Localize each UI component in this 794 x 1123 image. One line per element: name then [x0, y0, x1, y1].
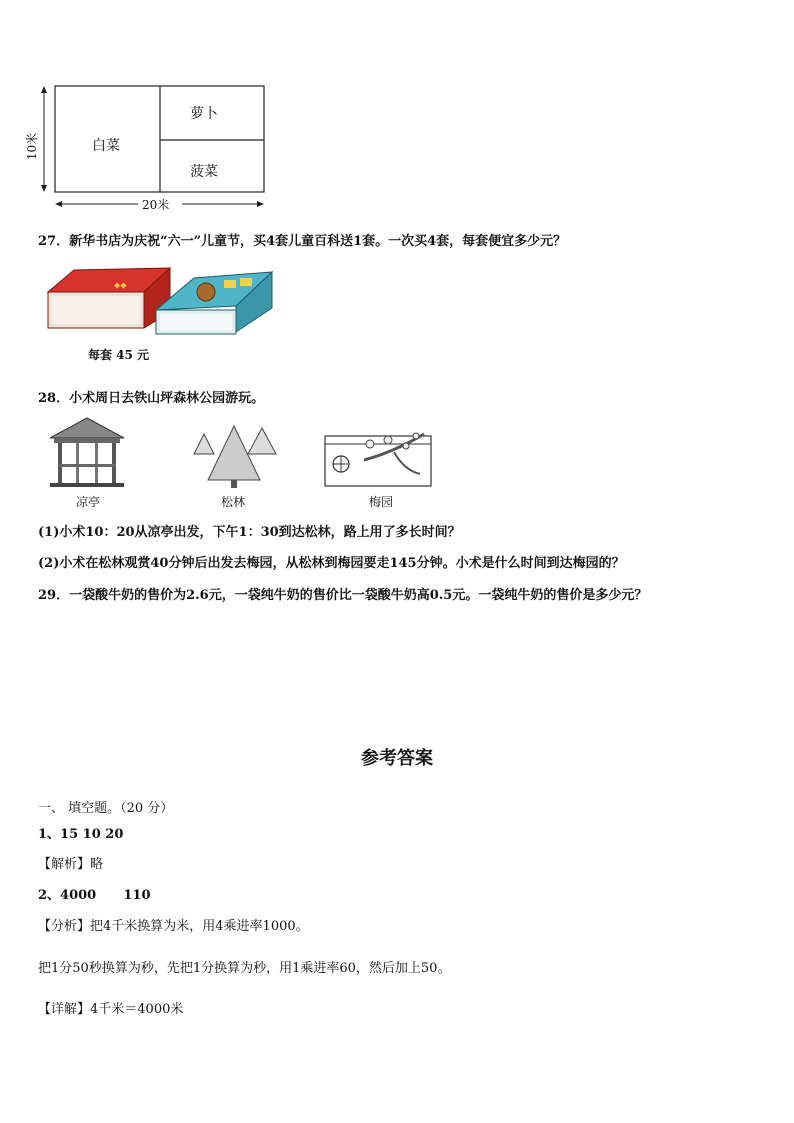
caption-pavilion: 凉亭	[75, 495, 100, 509]
label-height: 10米	[25, 132, 40, 161]
answer-2-detail: 【详解】4千米＝4000米	[38, 1002, 184, 1017]
blue-book-icon	[156, 272, 272, 334]
field-diagram	[30, 80, 280, 215]
question-27: 27．新华书店为庆祝“六一”儿童节，买4套儿童百科送1套。一次买4套，每套便宜多少元？	[38, 234, 567, 249]
plum-garden-illustration	[324, 430, 434, 488]
caption-plum-garden: 梅园	[368, 495, 393, 509]
caption-pine-forest: 松林	[220, 495, 245, 509]
section-fill-in: 一、 填空题。（20 分）	[38, 801, 174, 816]
arrow-right-icon	[257, 201, 264, 207]
answers-title: 参考答案	[361, 748, 433, 769]
label-radish: 萝卜	[190, 106, 218, 122]
question-28-part-2: (2)小术在松林观赏40分钟后出发去梅园，从松林到梅园要走145分钟。小术是什么时间到达梅园的？	[38, 556, 625, 571]
arrow-down-icon	[41, 185, 47, 192]
arrow-left-icon	[55, 201, 62, 207]
arrow-up-icon	[41, 86, 47, 93]
pavilion-illustration	[46, 416, 128, 488]
label-cabbage: 白菜	[92, 138, 120, 154]
question-28: 28．小术周日去铁山坪森林公园游玩。	[38, 391, 265, 406]
answer-1: 1、15 10 20	[38, 827, 124, 842]
books-illustration	[44, 262, 276, 340]
label-spinach: 菠菜	[190, 164, 218, 180]
question-29: 29．一袋酸牛奶的售价为2.6元，一袋纯牛奶的售价比一袋酸牛奶高0.5元。一袋纯牛奶的售价是多少元？	[38, 588, 648, 603]
pine-forest-illustration	[188, 420, 278, 490]
price-caption: 每套 45 元	[88, 348, 150, 362]
question-28-part-1: (1)小术10：20从凉亭出发，下午1：30到达松林，路上用了多长时间？	[38, 525, 461, 540]
answer-1-note: 【解析】略	[38, 857, 104, 872]
red-book-icon	[48, 268, 170, 328]
answer-2: 2、4000 110	[38, 888, 151, 903]
answer-2-analysis: 【分析】把4千米换算为米，用4乘进率1000。	[38, 919, 309, 934]
answer-2-line-2: 把1分50秒换算为秒，先把1分换算为秒，用1乘进率60，然后加上50。	[38, 961, 451, 976]
label-width: 20米	[142, 198, 170, 212]
svg-text:⬥⬥: ⬥⬥	[114, 281, 127, 291]
